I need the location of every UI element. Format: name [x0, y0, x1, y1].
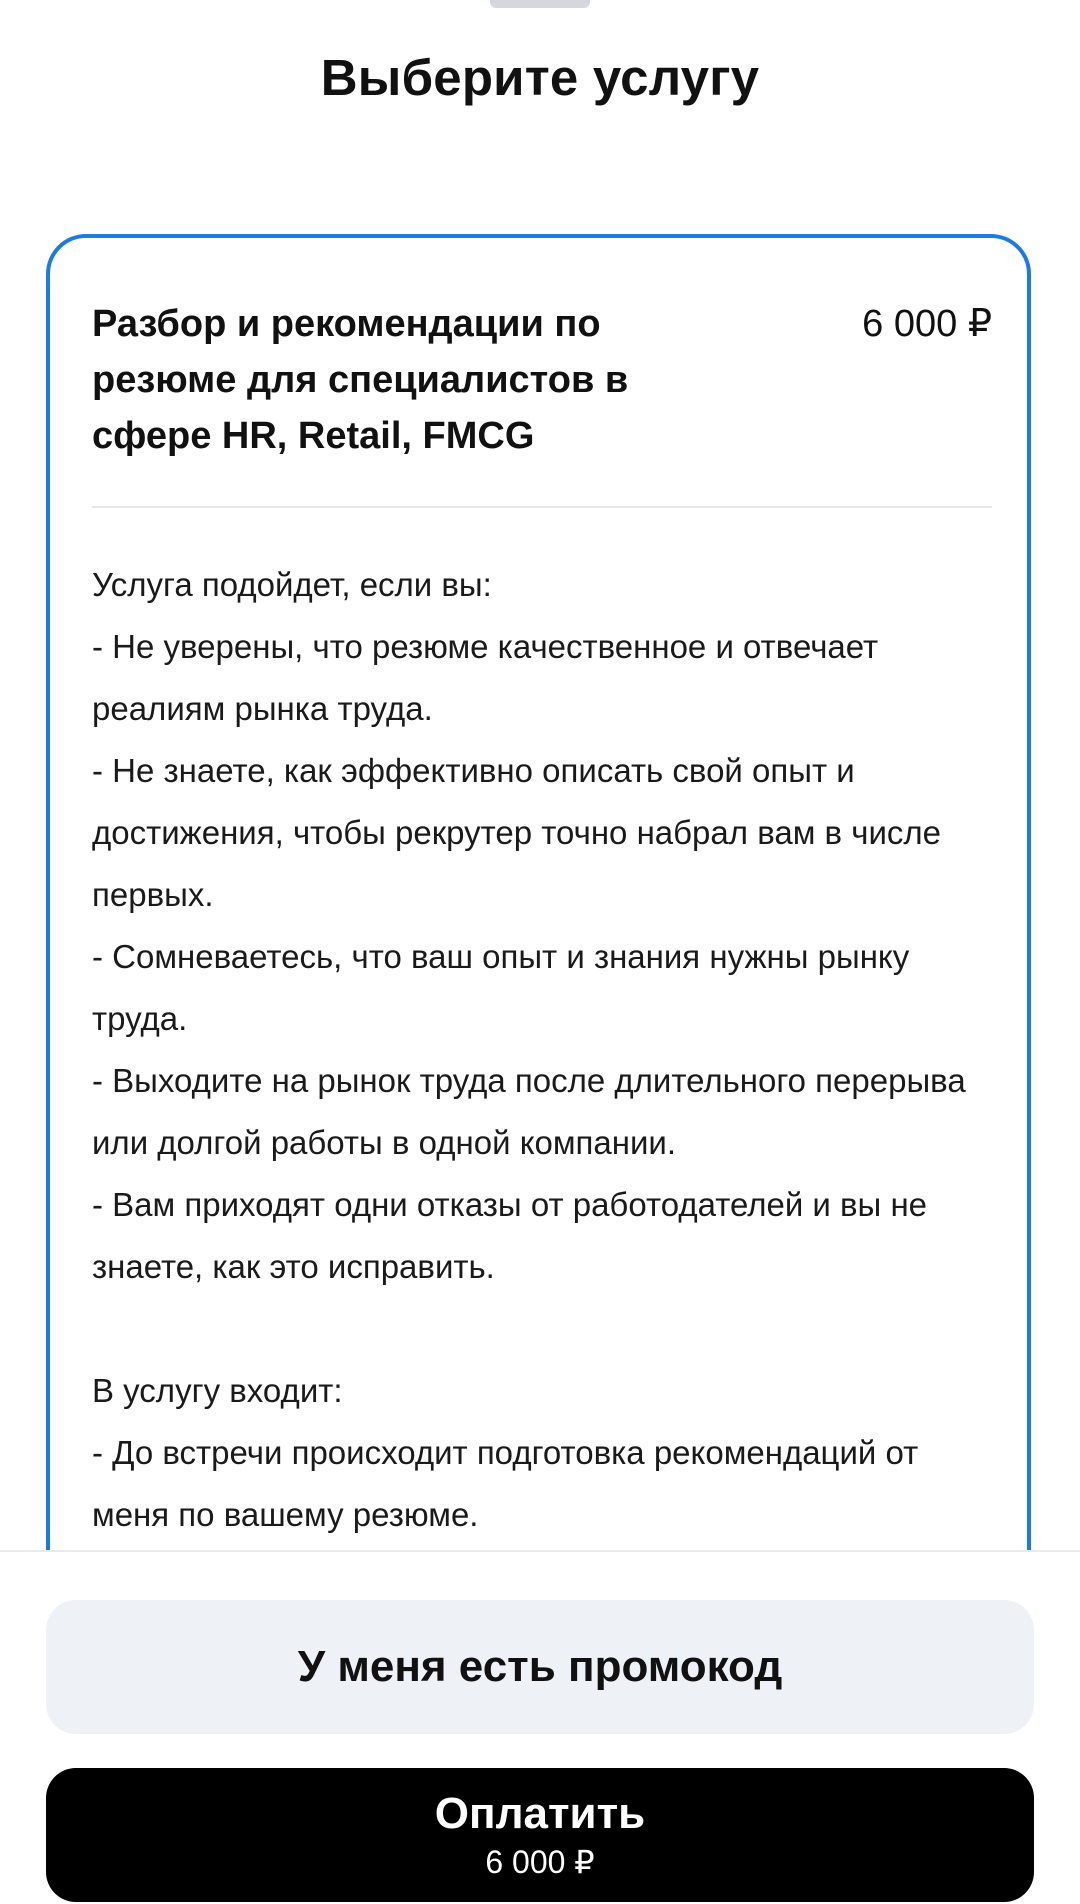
sheet-grabber-handle[interactable]	[490, 0, 590, 8]
service-description: Услуга подойдет, если вы: - Не уверены, что резюме качественное и отвечает реалиям рынка труда. - Не знаете, как эффективно описать свой опыт и достижения, чтобы рекрутер точно набрал вам в числе первых. - Сомневаетесь, что ваш опыт и знания нужны рынку труда. - Выходите на рынок труда после длительного перерыва или долгой работы в одной компании. - Вам приходят одни отказы от работодателей и вы не знаете, как это исправить. В услугу входит: - До встречи происходит подготовка рекомендаций от меня по вашему резюме.	[92, 566, 966, 1533]
pay-button[interactable]	[46, 1768, 1034, 1902]
pay-button-label: Оплатить	[434, 1789, 646, 1838]
promo-code-button[interactable]: У меня есть промокод	[46, 1600, 1034, 1734]
bottom-action-bar	[0, 1550, 1080, 1904]
pay-button-amount: 6 000 ₽	[485, 1844, 595, 1880]
service-card-selected[interactable]	[46, 234, 1031, 1634]
card-divider	[92, 506, 992, 508]
sheet-title: Выберите услугу	[320, 49, 760, 106]
service-name: Разбор и рекомендации по резюме для специалистов в сфере HR, Retail, FMCG	[92, 303, 629, 457]
service-price: 6 000 ₽	[862, 303, 992, 345]
